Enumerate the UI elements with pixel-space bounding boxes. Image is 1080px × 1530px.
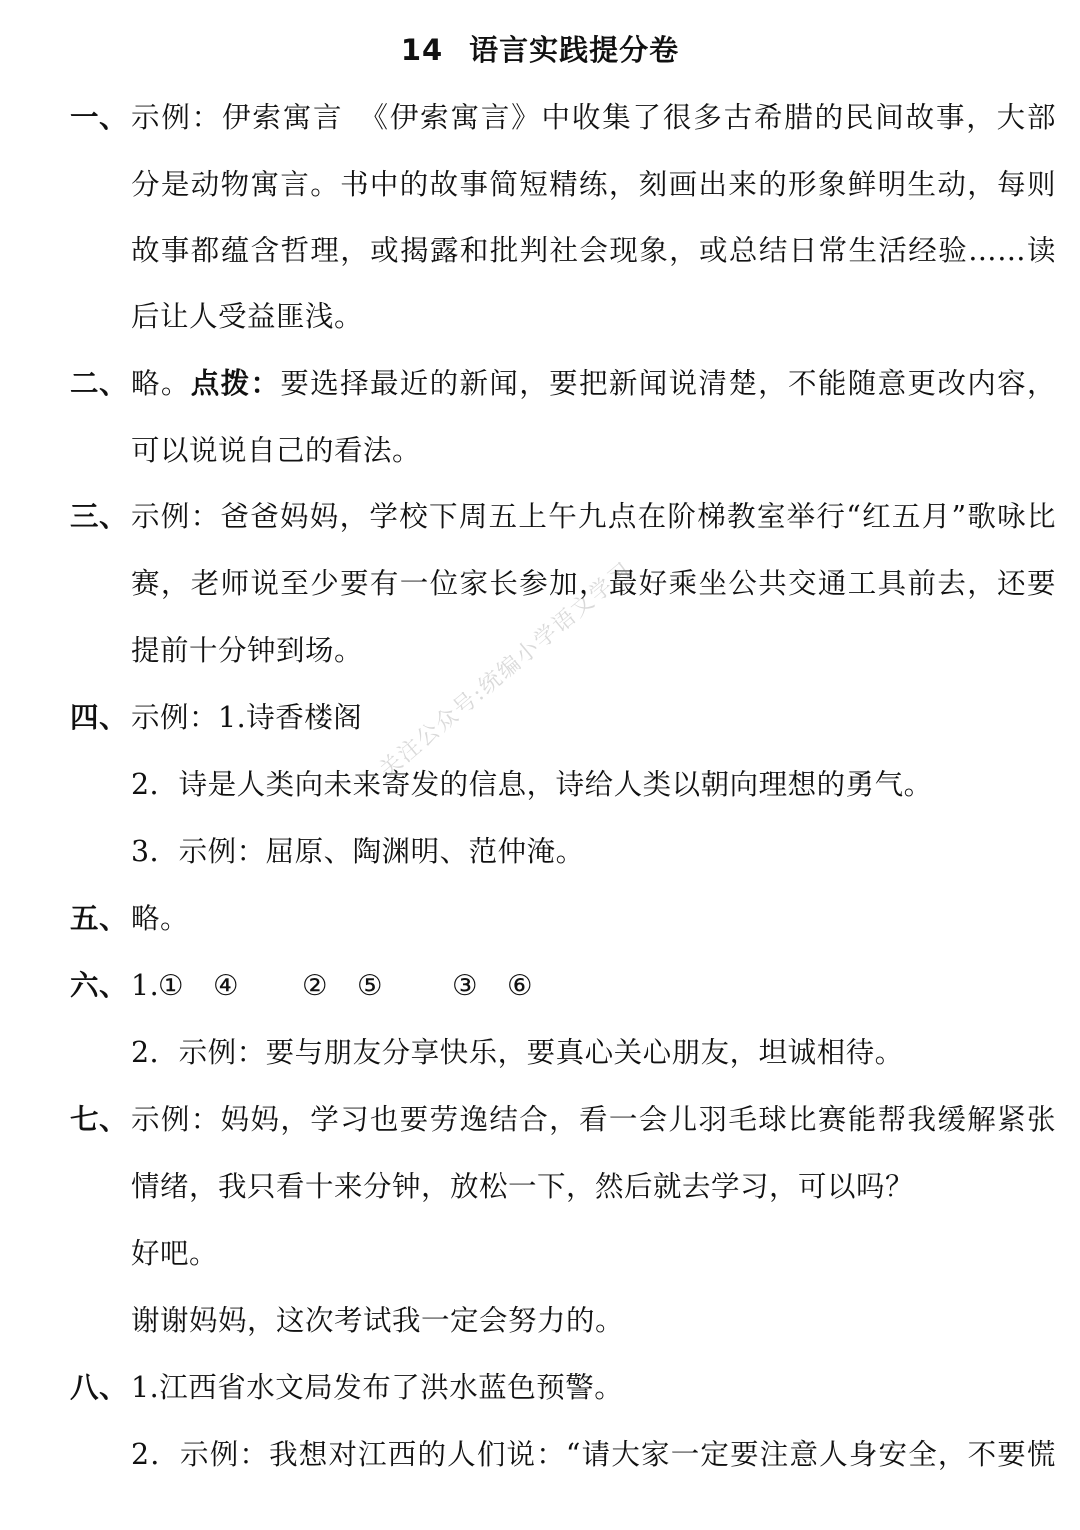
section-2-marker: 二、 [70, 367, 129, 400]
section-8-marker: 八、 [70, 1371, 129, 1404]
section-8-line-1: 1.江西省水文局发布了洪水蓝色预警。 [131, 1371, 624, 1404]
title-number: 14 [400, 33, 444, 67]
section-2-line-2: 可以说说自己的看法。 [131, 434, 422, 467]
section-5-line-1: 略。 [131, 902, 190, 935]
section-1-line-2: 分是动物寓言。书中的故事简短精练，刻画出来的形象鲜明生动，每则 [131, 168, 1056, 201]
section-7-line-3: 好吧。 [131, 1237, 219, 1270]
section-6-pair-3: ③ ⑥ [452, 969, 534, 1002]
section-6-pair-2: ② ⑤ [302, 969, 384, 1002]
section-6-line-1-prefix: 1. [131, 969, 160, 1002]
section-4-marker: 四、 [70, 701, 129, 734]
section-1-line-4: 后让人受益匪浅。 [131, 300, 364, 333]
page-title [0, 28, 1080, 72]
section-7-line-1: 示例：妈妈，学习也要劳逸结合，看一会儿羽毛球比赛能帮我缓解紧张 [131, 1103, 1056, 1136]
section-2-hint-text: 要选择最近的新闻，要把新闻说清楚，不能随意更改内容， [280, 367, 1056, 400]
title-text: 语言实践提分卷 [469, 33, 680, 67]
section-2-line-1 [131, 364, 1056, 404]
section-3-line-1: 示例：爸爸妈妈，学校下周五上午九点在阶梯教室举行“红五月”歌咏比 [131, 500, 1056, 533]
section-3-line-3: 提前十分钟到场。 [131, 634, 364, 667]
section-7-line-4: 谢谢妈妈，这次考试我一定会努力的。 [131, 1304, 625, 1337]
section-8-line-2: 2．示例：我想对江西的人们说：“请大家一定要注意人身安全，不要慌 [131, 1438, 1056, 1471]
section-6-pair-1: ① ④ [158, 969, 240, 1002]
hint-label: 点拨： [190, 367, 281, 400]
section-4-line-3: 3．示例：屈原、陶渊明、范仲淹。 [131, 835, 585, 868]
section-1-marker: 一、 [70, 101, 129, 134]
section-1-line-3: 故事都蕴含哲理，或揭露和批判社会现象，或总结日常生活经验……读 [131, 234, 1056, 267]
section-3-line-2: 赛，老师说至少要有一位家长参加，最好乘坐公共交通工具前去，还要 [131, 567, 1056, 600]
watermark: 关注公众号:统编小学语文学习 [375, 557, 638, 783]
section-6-line-2: 2．示例：要与朋友分享快乐，要真心关心朋友，坦诚相待。 [131, 1036, 904, 1069]
section-7-line-2: 情绪，我只看十来分钟，放松一下，然后就去学习，可以吗？ [131, 1170, 915, 1203]
section-7-marker: 七、 [70, 1103, 129, 1136]
section-6-marker: 六、 [70, 969, 129, 1002]
section-5-marker: 五、 [70, 902, 129, 935]
section-2-answer: 略。 [131, 367, 191, 400]
section-4-line-2: 2．诗是人类向未来寄发的信息，诗给人类以朝向理想的勇气。 [131, 768, 933, 801]
section-3-marker: 三、 [70, 500, 129, 533]
section-1-line-1: 示例：伊索寓言 《伊索寓言》中收集了很多古希腊的民间故事，大部 [131, 101, 1056, 134]
section-4-line-1: 示例：1.诗香楼阁 [131, 701, 363, 734]
